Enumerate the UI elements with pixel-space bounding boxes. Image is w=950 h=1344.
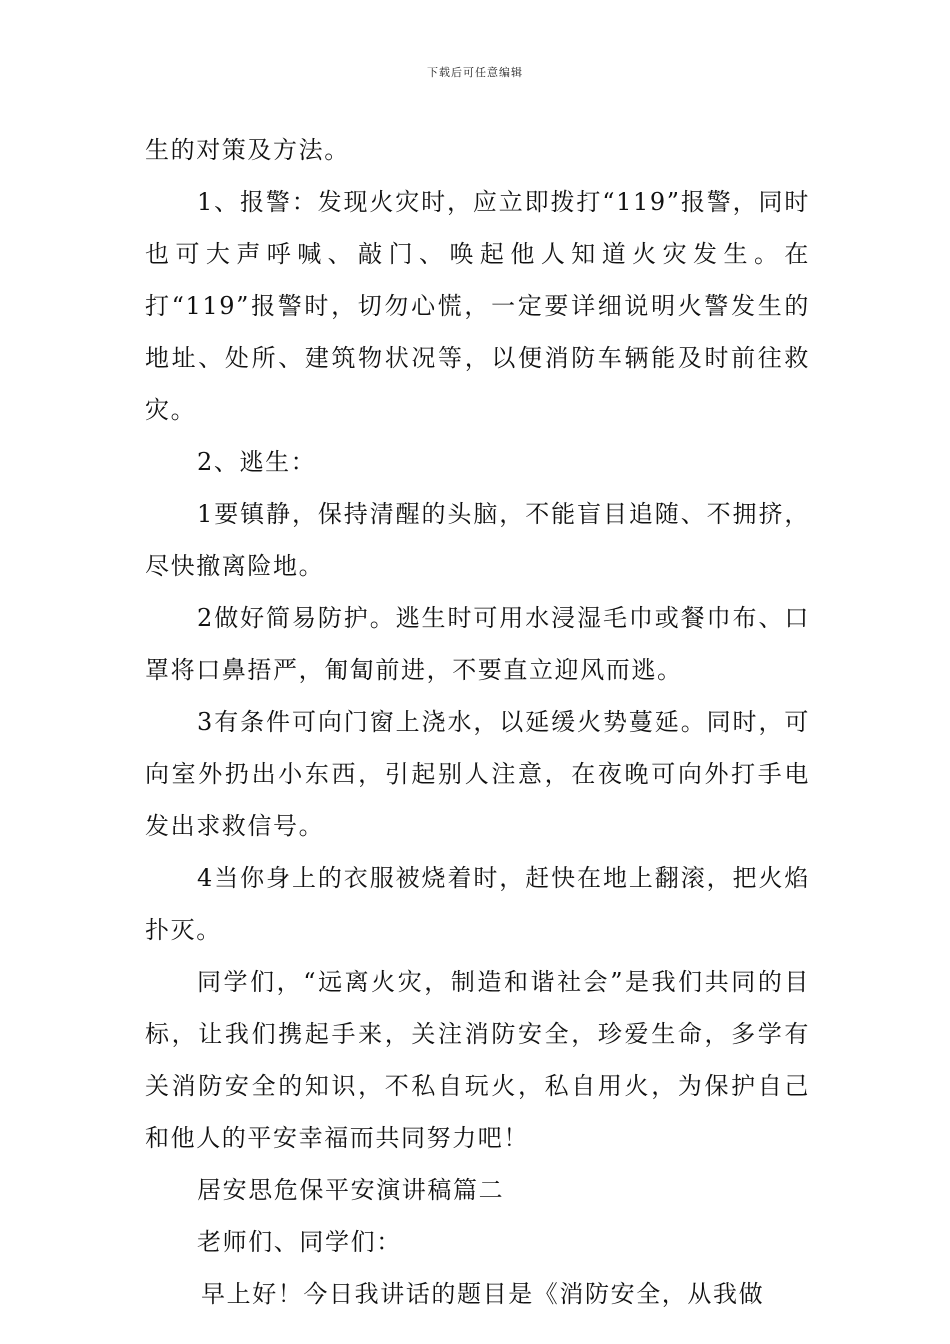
paragraph-escape-step-2: 2做好简易防护。逃生时可用水浸湿毛巾或餐巾布、口罩将口鼻捂严，匍匐前进，不要直立迎风而逃。 [145, 604, 810, 684]
page-header-note: 下载后可任意编辑 [427, 66, 523, 79]
document-body [145, 124, 810, 1320]
paragraph-escape-step-3: 3有条件可向门窗上浇水，以延缓火势蔓延。同时，可向室外扔出小东西，引起别人注意，在夜晚可向外打手电发出求救信号。 [145, 708, 810, 840]
paragraph-escape-heading: 2、逃生： [197, 448, 317, 476]
paragraph-escape-step-4: 4当你身上的衣服被烧着时，赶快在地上翻滚，把火焰扑灭。 [145, 864, 810, 944]
paragraph-alarm: 1、报警：发现火灾时，应立即拨打“119”报警，同时也可大声呼喊、敲门、唤起他人知道火灾发生。在打“119”报警时，切勿心慌，一定要详细说明火警发生的地址、处所、建筑物状况等，以便消防车辆能及时前往救灾。 [145, 188, 810, 424]
paragraph-escape-step-1: 1要镇静，保持清醒的头脑，不能盲目追随、不拥挤，尽快撤离险地。 [145, 500, 810, 580]
paragraph-closing: 同学们，“远离火灾，制造和谐社会”是我们共同的目标，让我们携起手来，关注消防安全，珍爱生命，多学有关消防安全的知识，不私自玩火，私自用火，为保护自己和他人的平安幸福而共同努力吧！ [145, 968, 810, 1152]
section-title: 居安思危保平安演讲稿篇二 [197, 1176, 505, 1204]
paragraph-opening: 早上好！今日我讲话的题目是《消防安全，从我做 [201, 1280, 765, 1308]
paragraph-continuation: 生的对策及方法。 [145, 136, 350, 164]
salutation: 老师们、同学们： [197, 1228, 402, 1256]
